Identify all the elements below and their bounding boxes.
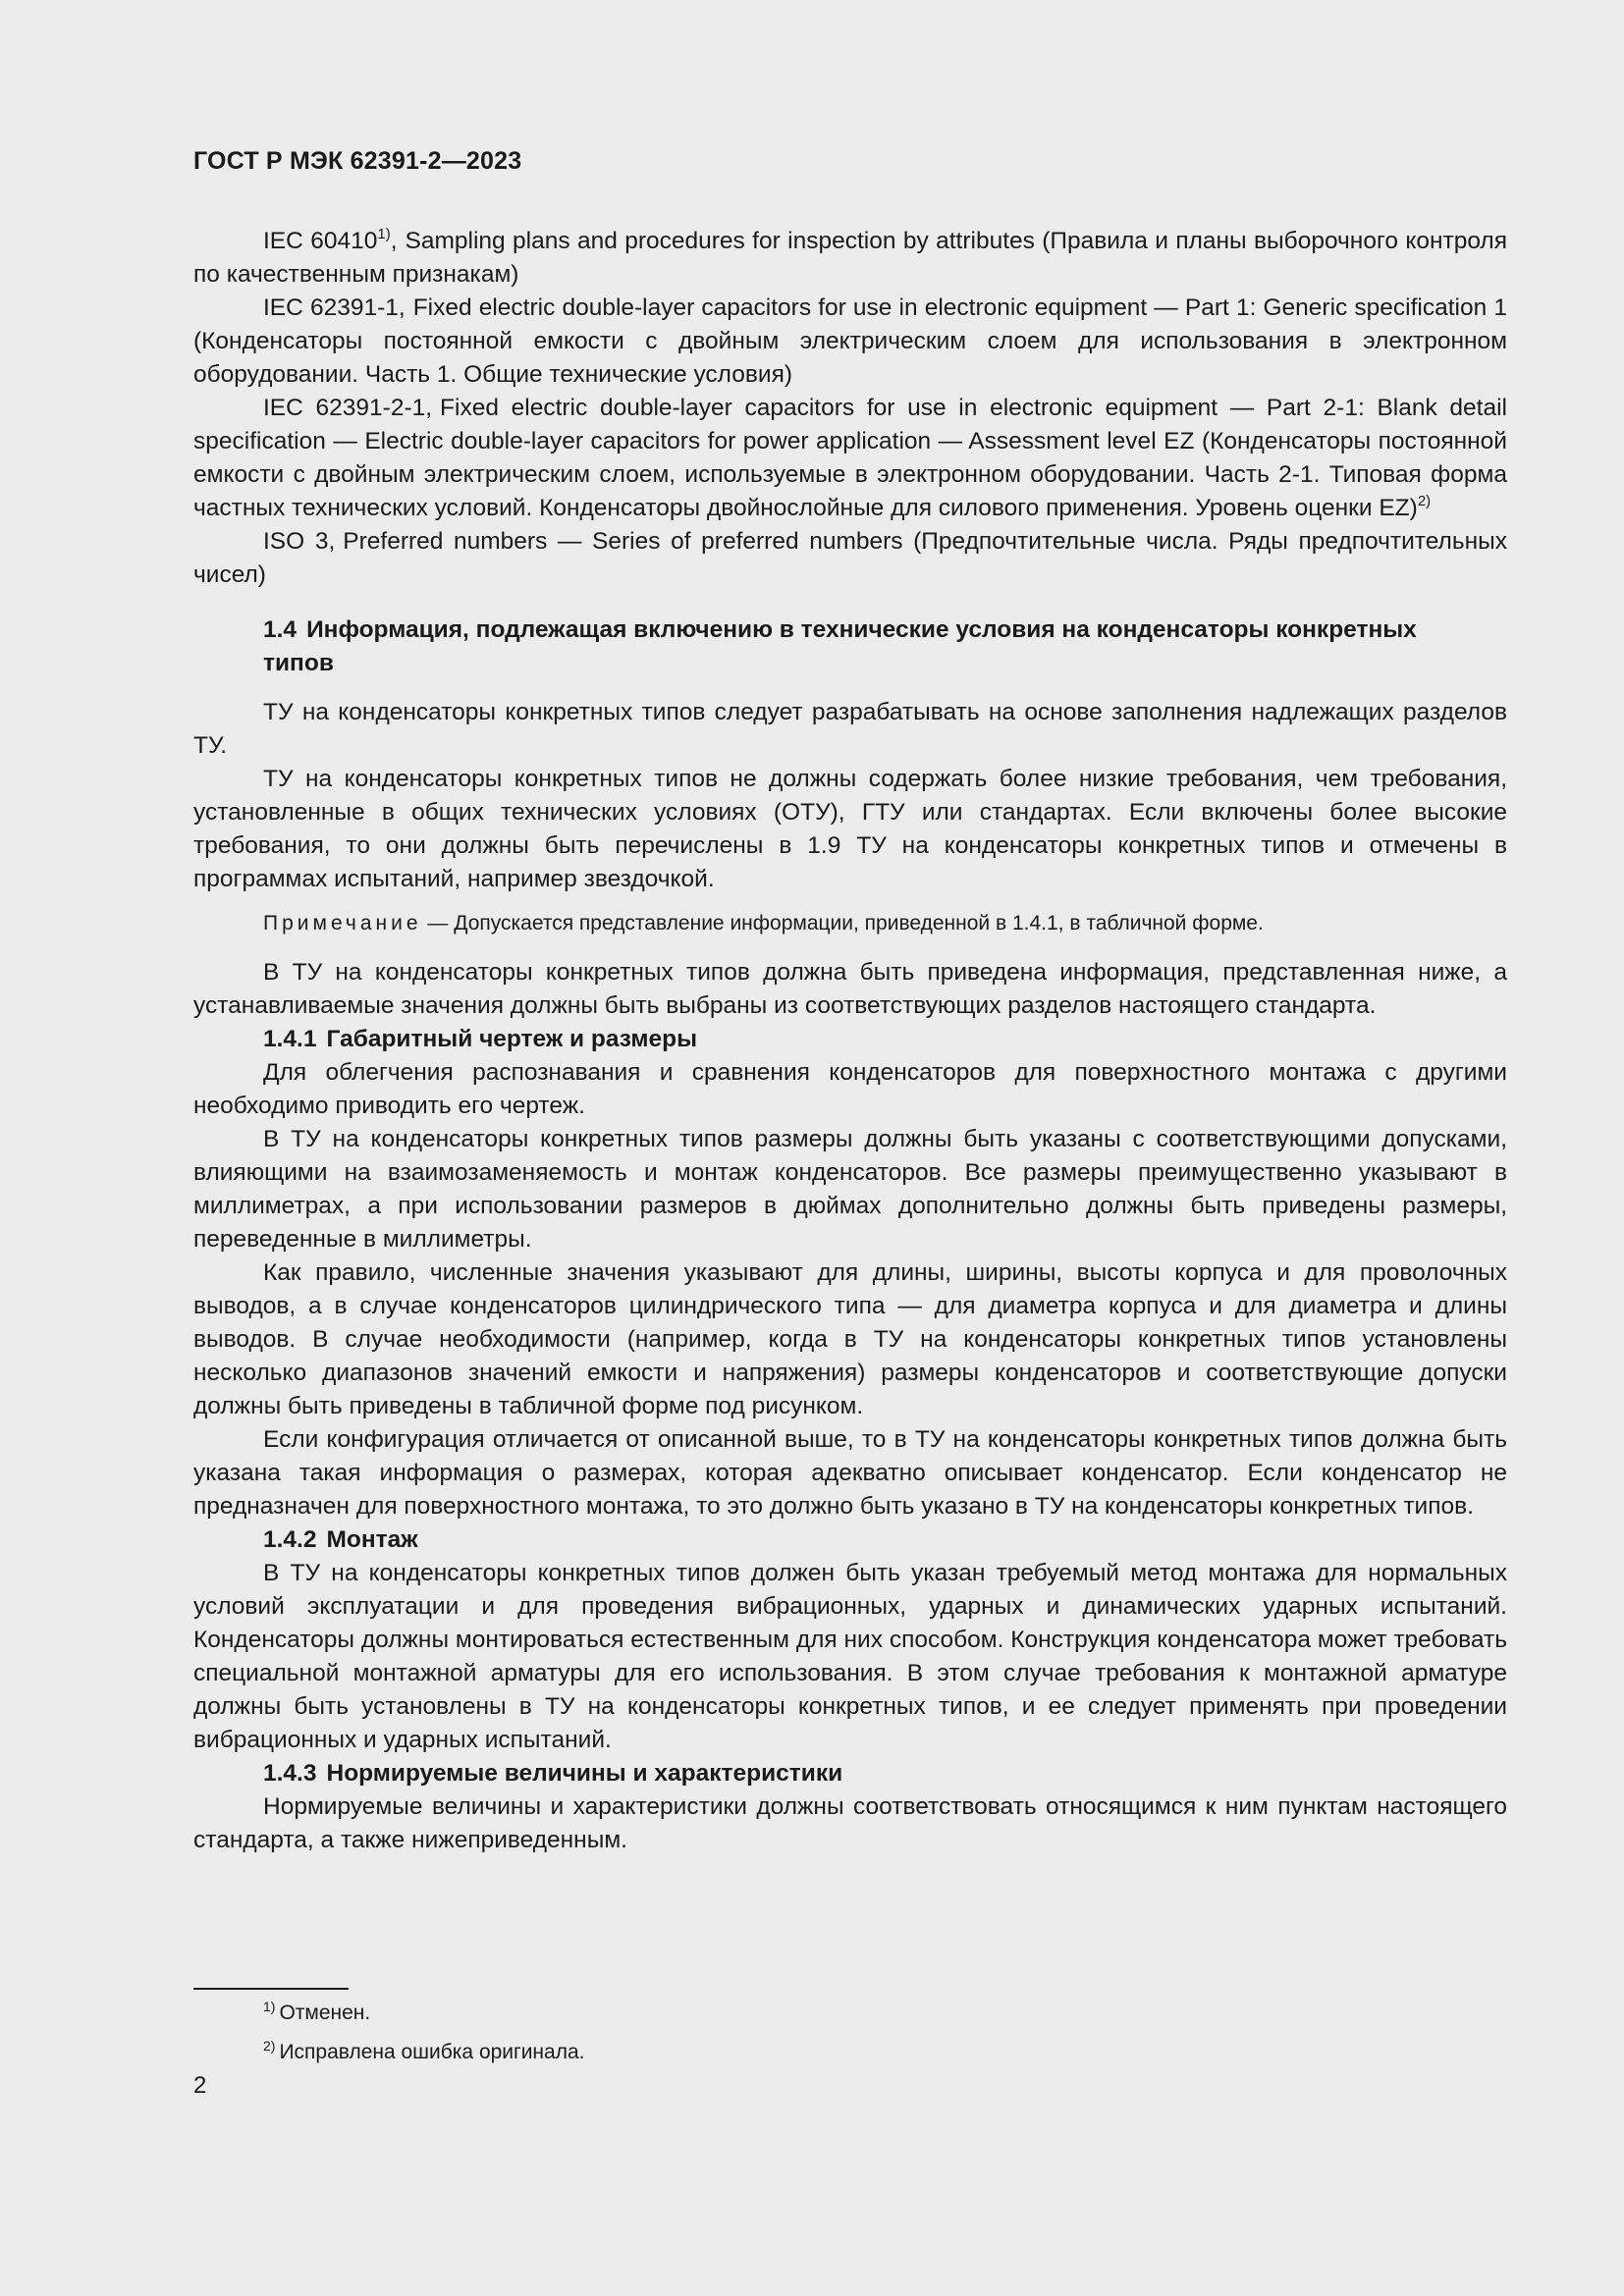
section-heading-1-4 [193,614,1507,680]
footnotes [263,1994,584,2072]
reference-item [193,225,1507,292]
paragraph: В ТУ на конденсаторы конкретных типов размеры должны быть указаны с соответствующими допусками, влияющими на взаимозаменяемость и монтаж конденсаторов. Все размеры преимущественно указывают в миллиметрах, а при использовании размеров в дюймах дополнительно должны быть приведены размеры, переведенные в миллиметры. [193,1126,1507,1253]
section-title: Нормируемые величины и характеристики [326,1760,843,1787]
footnote-item [263,2033,584,2072]
paragraph: Для облегчения распознавания и сравнения конденсаторов для поверхностного монтажа с другими необходимо приводить его чертеж. [193,1059,1507,1119]
section-title: Монтаж [326,1526,418,1553]
note-dash: — [421,912,455,934]
reference-text: Fixed electric double-layer capacitors for use in electronic equipment — Part 2-1: Blank detail specification — Electric double-layer capacitors for power application — Assessment level EZ (Конденсаторы постоянной емкости с двойным электрическим слоем, используемые в электронном оборудовании. Часть 2-1. Типовая форма частных технических условий. Конденсаторы двойнослойные для силового применения. Уровень оценки EZ) [193,395,1508,521]
note-text: Допускается представление информации, приведенной в 1.4.1, в табличной форме. [454,912,1264,934]
reference-item [193,292,1507,392]
reference-text: Fixed electric double-layer capacitors for use in electronic equipment — Part 1: Generic specification 1 (Конденсаторы постоянной емкости с двойным электрическим слоем для использования в электронном оборудовании. Часть 1. Общие технические условия) [193,294,1507,388]
section-heading-1-4-1 [193,1023,1507,1056]
page-content [193,225,1507,1857]
page-number: 2 [193,2072,207,2099]
document-header: ГОСТ Р МЭК 62391-2—2023 [193,147,522,175]
section-title: Информация, подлежащая включению в технические условия на конденсаторы конкретных типов [263,616,1417,676]
footnote-marker[interactable]: 1) [377,226,391,242]
paragraph: Если конфигурация отличается от описанной выше, то в ТУ на конденсаторы конкретных типов должна быть указана такая информация о размерах, которая адекватно описывает конденсатор. Если конденсатор не предназначен для поверхностного монтажа, то это должно быть указано в ТУ на конденсаторы конкретных типов. [193,1426,1507,1520]
reference-code: ISO 3, [263,528,336,555]
paragraph: Нормируемые величины и характеристики должны соответствовать относящимся к ним пунктам настоящего стандарта, а также нижеприведенным. [193,1793,1507,1853]
section-heading-1-4-2 [193,1523,1507,1557]
paragraph: ТУ на конденсаторы конкретных типов следует разрабатывать на основе заполнения надлежащих разделов ТУ. [193,699,1507,759]
reference-text: Sampling plans and procedures for inspection by attributes (Правила и планы выборочного контроля по качественным признакам) [193,228,1507,288]
reference-code: IEC 60410$^{1)}$, [263,226,398,254]
paragraph: ТУ на конденсаторы конкретных типов не должны содержать более низкие требования, чем требования, установленные в общих технических условиях (ОТУ), ГТУ или стандартах. Если включены более высокие требования, то они должны быть перечислены в 1.9 ТУ на конденсаторы конкретных типов и отмечены в программах испытаний, например звездочкой. [193,766,1507,892]
note-block [193,909,1507,938]
footnote-text: Отменен. [279,2002,371,2024]
footnote-mark: 2) [263,2038,276,2054]
reference-code: IEC 62391-2-1, [263,395,433,421]
footnote-marker[interactable]: 2) [1417,493,1432,509]
footnote-item [263,1994,584,2033]
footnote-separator [193,1988,349,1990]
section-number: 1.4 [263,616,298,643]
paragraph: В ТУ на конденсаторы конкретных типов должен быть указан требуемый метод монтажа для нормальных условий эксплуатации и для проведения вибрационных, ударных и динамических ударных испытаний. Конденсаторы должны монтироваться естественным для них способом. Конструкция конденсатора может требовать специальной монтажной арматуры для его использования. В этом случае требования к монтажной арматуре должны быть установлены в ТУ на конденсаторы конкретных типов, и ее следует применять при проведении вибрационных и ударных испытаний. [193,1560,1507,1753]
section-number: 1.4.2 [263,1526,317,1553]
reference-code: IEC 62391-1, [263,294,406,321]
paragraph: В ТУ на конденсаторы конкретных типов должна быть приведена информация, представленная ниже, а устанавливаемые значения должны быть выбраны из соответствующих разделов настоящего стандарта. [193,959,1507,1019]
section-heading-1-4-3 [193,1757,1507,1790]
footnote-mark: 1) [263,1999,276,2014]
footnote-text: Исправлена ошибка оригинала. [279,2041,585,2063]
note-label: Примечание [263,912,422,934]
section-number: 1.4.3 [263,1760,317,1787]
reference-item [193,392,1507,525]
reference-item [193,525,1507,592]
section-title: Габаритный чертеж и размеры [326,1026,698,1052]
reference-text: Preferred numbers — Series of preferred numbers (Предпочтительные числа. Ряды предпочтительных чисел) [193,528,1507,588]
paragraph: Как правило, численные значения указывают для длины, ширины, высоты корпуса и для проволочных выводов, а в случае конденсаторов цилиндрического типа — для диаметра корпуса и для диаметра и длины выводов. В случае необходимости (например, когда в ТУ на конденсаторы конкретных типов установлены несколько диапазонов значений емкости и напряжения) размеры конденсаторов и соответствующие допуски должны быть приведены в табличной форме под рисунком. [193,1259,1507,1419]
section-number: 1.4.1 [263,1026,317,1052]
